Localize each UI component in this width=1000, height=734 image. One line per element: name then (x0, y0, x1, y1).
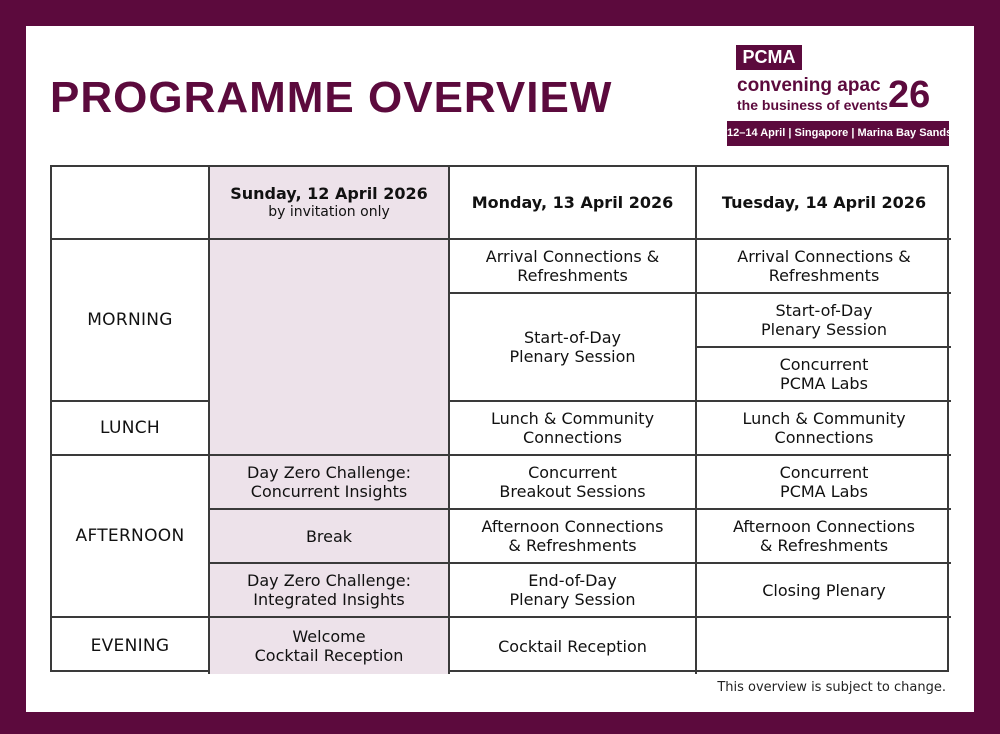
monday-end-plenary: End-of-Day Plenary Session (450, 564, 697, 618)
header-monday: Monday, 13 April 2026 (450, 167, 697, 240)
footnote: This overview is subject to change. (717, 680, 946, 695)
logo-badge: PCMA (736, 45, 802, 70)
header-sunday-date: Sunday, 12 April 2026 (230, 183, 428, 203)
tuesday-lunch: Lunch & Community Connections (697, 402, 951, 456)
tuesday-labs-afternoon: Concurrent PCMA Labs (697, 456, 951, 510)
period-afternoon: AFTERNOON (52, 456, 210, 618)
sunday-evening: Welcome Cocktail Reception (210, 618, 450, 674)
header-sunday (210, 167, 450, 240)
tuesday-evening (697, 618, 951, 674)
monday-arrival: Arrival Connections & Refreshments (450, 240, 697, 294)
tuesday-plenary: Start-of-Day Plenary Session (697, 294, 951, 348)
tuesday-arrival: Arrival Connections & Refreshments (697, 240, 951, 294)
monday-lunch: Lunch & Community Connections (450, 402, 697, 456)
monday-plenary: Start-of-Day Plenary Session (450, 294, 697, 402)
programme-card (26, 26, 974, 712)
monday-afternoon: Afternoon Connections & Refreshments (450, 510, 697, 564)
period-morning: MORNING (52, 240, 210, 402)
logo-line-2: the business of events (737, 97, 888, 113)
programme-table (50, 165, 949, 672)
logo-details: 12–14 April | Singapore | Marina Bay Sands (727, 121, 949, 146)
header-tuesday: Tuesday, 14 April 2026 (697, 167, 951, 240)
corner-cell (52, 167, 210, 240)
tuesday-afternoon: Afternoon Connections & Refreshments (697, 510, 951, 564)
logo-number: 26 (888, 74, 931, 116)
tuesday-labs-morning: Concurrent PCMA Labs (697, 348, 951, 402)
sunday-afternoon-2: Day Zero Challenge: Integrated Insights (210, 564, 450, 618)
period-lunch: LUNCH (52, 402, 210, 456)
sunday-break: Break (210, 510, 450, 564)
monday-evening: Cocktail Reception (450, 618, 697, 674)
logo-line-1: convening apac (737, 75, 881, 96)
sunday-afternoon-1: Day Zero Challenge: Concurrent Insights (210, 456, 450, 510)
page-title: PROGRAMME OVERVIEW (50, 73, 613, 122)
tuesday-closing: Closing Plenary (697, 564, 951, 618)
event-logo (727, 45, 953, 146)
header-sunday-note: by invitation only (268, 203, 390, 220)
sunday-empty-block (210, 240, 450, 456)
monday-breakout: Concurrent Breakout Sessions (450, 456, 697, 510)
period-evening: EVENING (52, 618, 210, 674)
